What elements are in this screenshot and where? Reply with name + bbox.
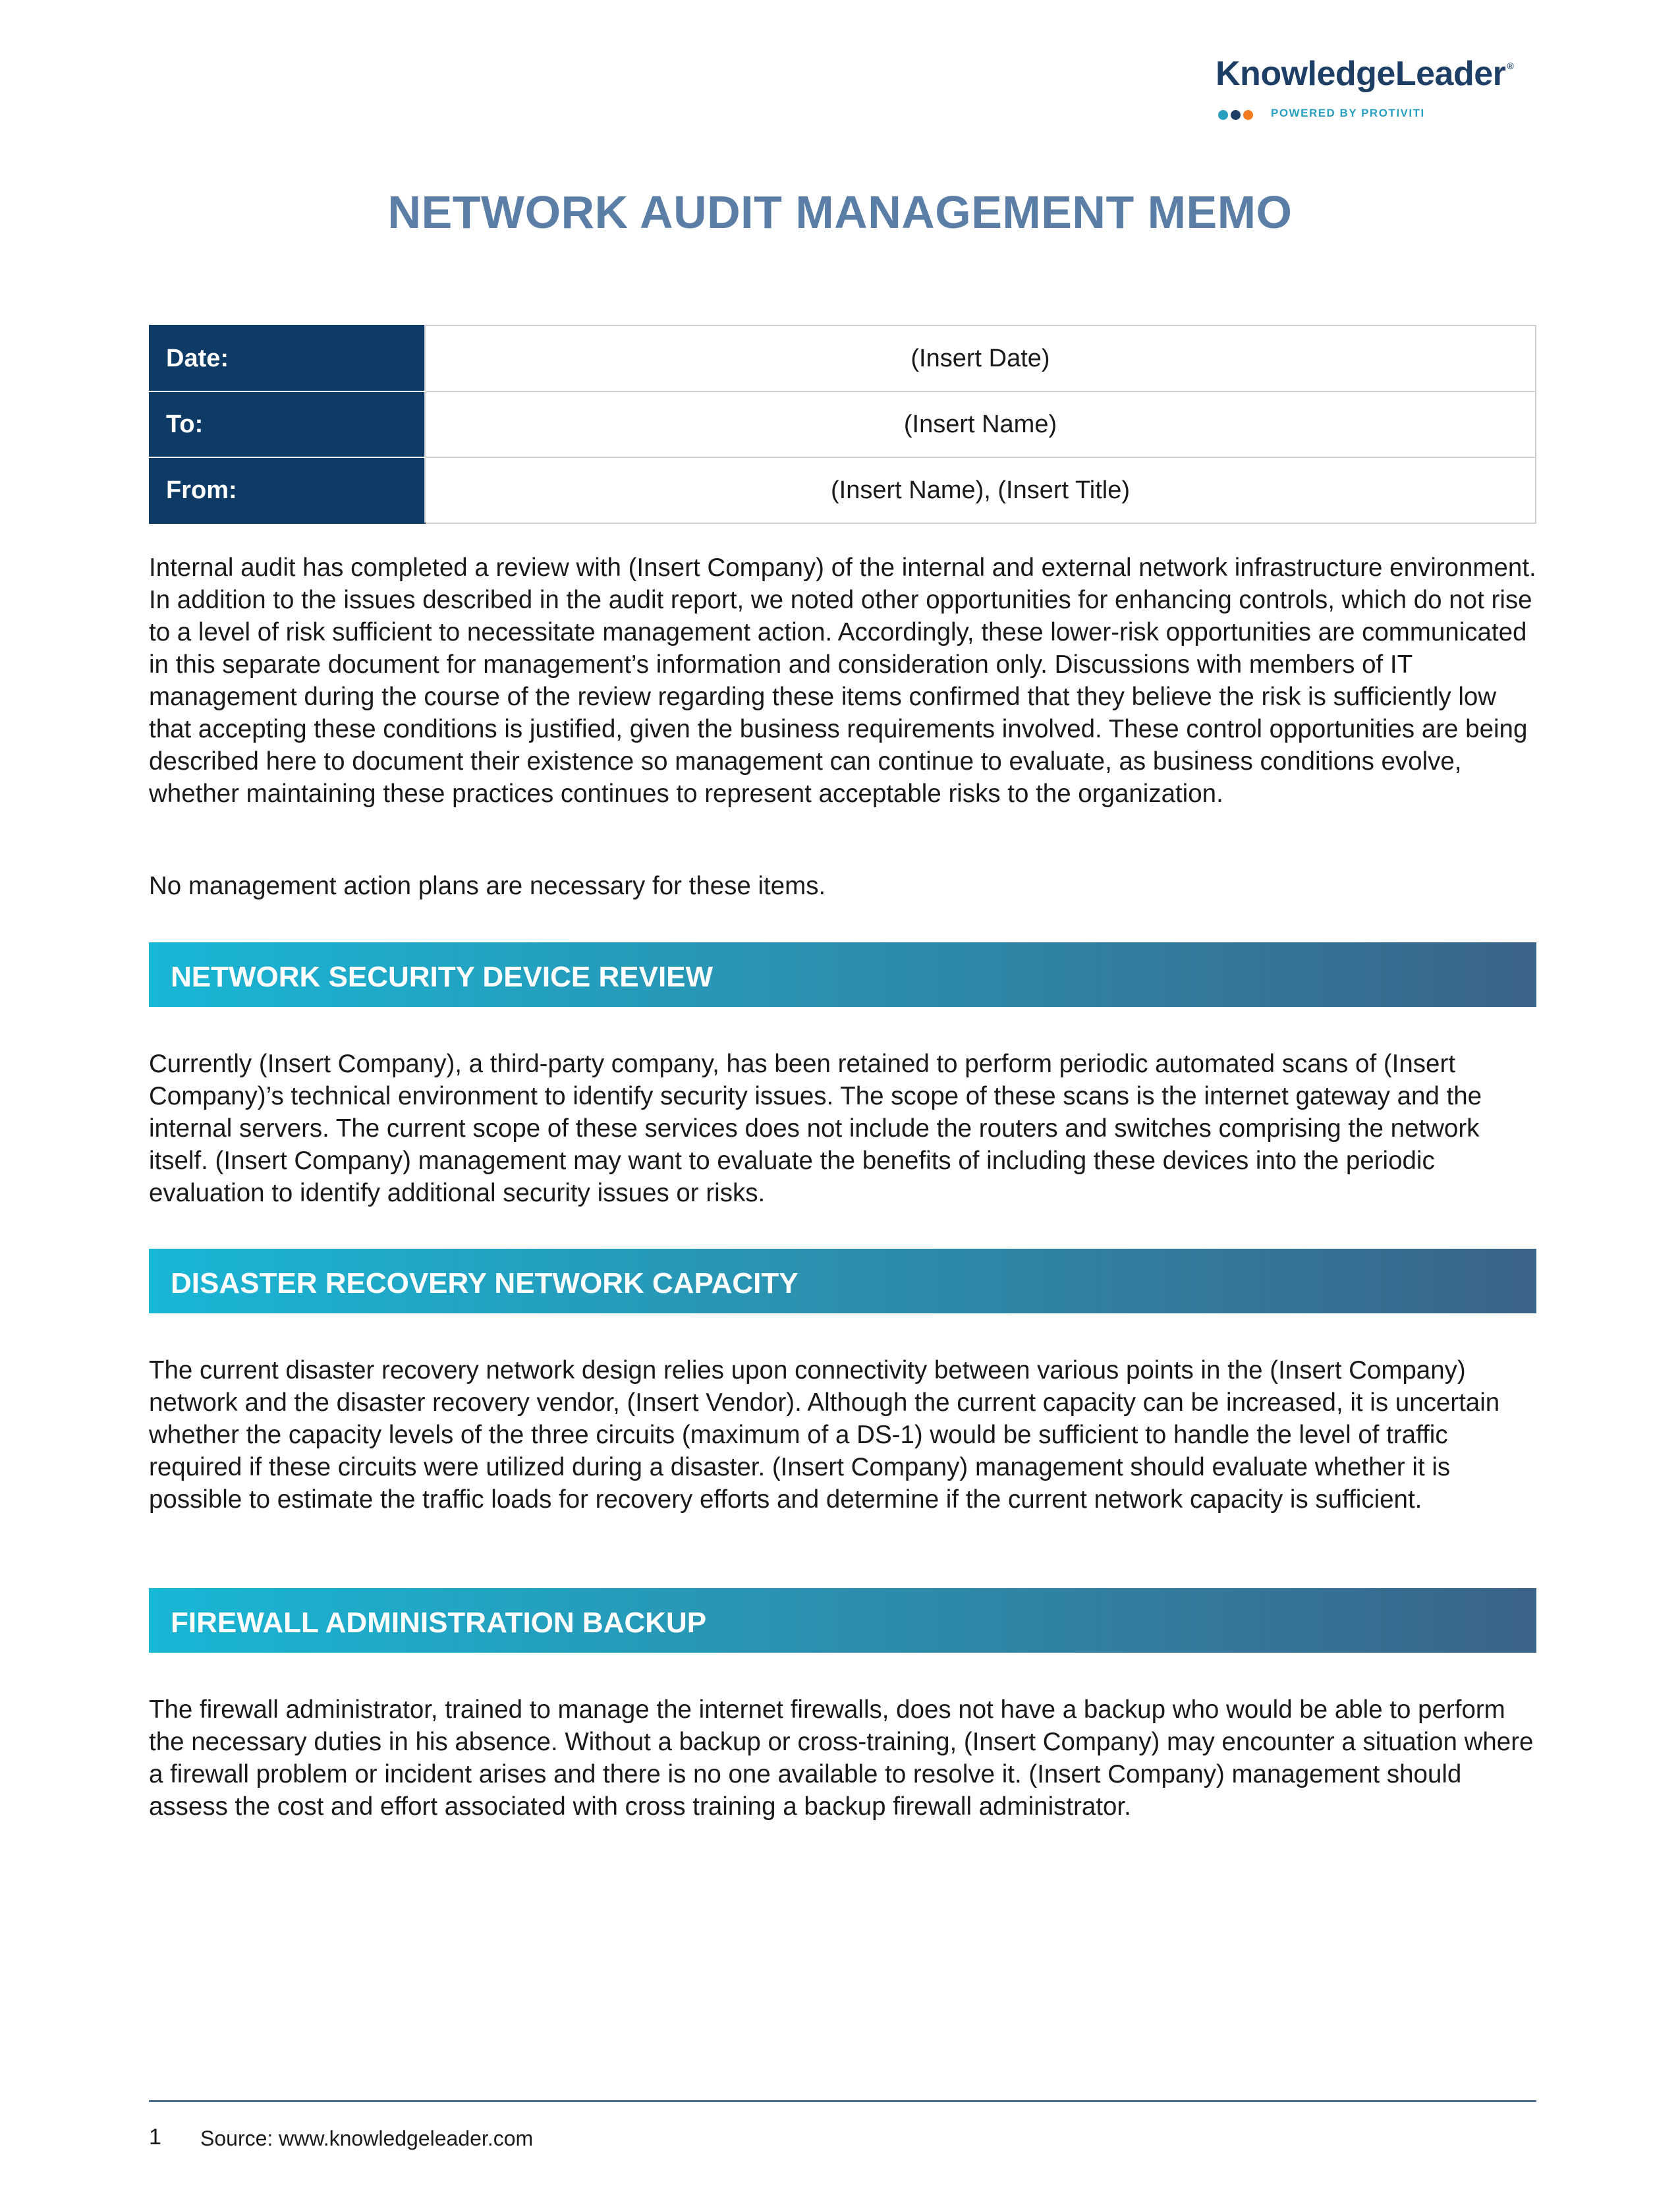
page-number: 1 bbox=[149, 2125, 161, 2150]
memo-header-table bbox=[149, 325, 1536, 524]
logo-wordmark bbox=[1216, 54, 1513, 94]
knowledgeleader-logo bbox=[1216, 54, 1538, 127]
section-heading-text: NETWORK SECURITY DEVICE REVIEW bbox=[171, 961, 714, 993]
to-value: (Insert Name) bbox=[425, 391, 1536, 457]
logo-dot-icon bbox=[1218, 110, 1228, 120]
logo-registered-mark: ® bbox=[1507, 61, 1514, 71]
from-label: From: bbox=[150, 457, 425, 523]
date-label: Date: bbox=[150, 326, 425, 391]
footer-source: Source: www.knowledgeleader.com bbox=[200, 2126, 534, 2150]
logo-tagline: POWERED BY PROTIVITI bbox=[1271, 107, 1425, 119]
table-row bbox=[150, 326, 1536, 391]
to-label: To: bbox=[150, 391, 425, 457]
section-body-network-security: Currently (Insert Company), a third-party company, has been retained to perform periodic automated scans of (Insert Company)’s technical environment to identify security issues. The scope of these scans is the internet gateway and the internal servers. The current scope of these services does not include the routers and switches comprising the network itself. (Insert Company) management may want to evaluate the benefits of including these devices into the periodic evaluation to identify additional security issues or risks. bbox=[149, 1050, 1482, 1207]
logo-dot-icon bbox=[1243, 110, 1253, 120]
section-heading-text: FIREWALL ADMINISTRATION BACKUP bbox=[171, 1607, 707, 1639]
logo-word-leader: Leader bbox=[1395, 55, 1506, 93]
table-row bbox=[150, 457, 1536, 523]
section-heading-firewall-backup bbox=[149, 1588, 1536, 1653]
footer-divider bbox=[149, 2100, 1536, 2102]
section-heading-network-security bbox=[149, 942, 1536, 1007]
date-value: (Insert Date) bbox=[425, 326, 1536, 391]
section-body-firewall-backup: The firewall administrator, trained to manage the internet firewalls, does not have a backup who would be able to perform the necessary duties in his absence. Without a backup or cross-training, (Insert Company) may encounter a situation where a firewall problem or incident arises and there is no one available to resolve it. (Insert Company) management should assess the cost and effort associated with cross training a backup firewall administrator. bbox=[149, 1696, 1534, 1821]
logo-dot-icon bbox=[1231, 110, 1241, 120]
no-action-paragraph: No management action plans are necessary for these items. bbox=[149, 872, 826, 900]
section-heading-text: DISASTER RECOVERY NETWORK CAPACITY bbox=[171, 1267, 798, 1299]
from-value: (Insert Name), (Insert Title) bbox=[425, 457, 1536, 523]
intro-paragraph: Internal audit has completed a review with (Insert Company) of the internal and external network infrastructure environment. In addition to the issues described in the audit report, we noted other opportunities for enhancing controls, which do not rise to a level of risk sufficient to necessitate management action. Accordingly, these lower-risk opportunities are communicated in this separate document for management’s information and consideration only. Discussions with members of IT management during the course of the review regarding these items confirmed that they believe the risk is sufficiently low that accepting these conditions is justified, given the business requirements involved. These control opportunities are being described here to document their existence so management can continue to evaluate, as business conditions evolve, whether maintaining these practices continues to represent acceptable risks to the organization. bbox=[149, 554, 1536, 808]
table-row bbox=[150, 391, 1536, 457]
document-title: NETWORK AUDIT MANAGEMENT MEMO bbox=[387, 186, 1293, 238]
logo-dots-icon bbox=[1218, 108, 1258, 121]
section-heading-disaster-recovery bbox=[149, 1249, 1536, 1313]
logo-word-knowledge: Knowledge bbox=[1216, 55, 1395, 93]
section-body-disaster-recovery: The current disaster recovery network design relies upon connectivity between various points in the (Insert Company) network and the disaster recovery vendor, (Insert Vendor). Although the current capacity can be increased, it is uncertain whether the capacity levels of the three circuits (maximum of a DS-1) would be sufficient to handle the level of traffic required if these circuits were utilized during a disaster. (Insert Company) management should evaluate whether it is possible to estimate the traffic loads for recovery efforts and determine if the current network capacity is sufficient. bbox=[149, 1356, 1500, 1514]
